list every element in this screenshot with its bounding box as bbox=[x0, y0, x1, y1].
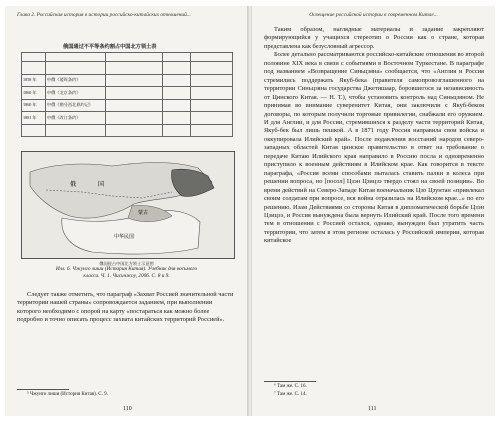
table-cell bbox=[106, 74, 162, 87]
table-cell bbox=[191, 74, 233, 87]
footnote: ⁷ Там же. С. 14. bbox=[274, 392, 307, 397]
table-row bbox=[22, 62, 233, 75]
table-cell: 中俄《北京条约》 bbox=[45, 87, 106, 100]
table-cell bbox=[162, 53, 191, 62]
running-head-left: Глава 2. Российская история в истории российско-китайских отношений... bbox=[17, 12, 191, 18]
table-row bbox=[22, 124, 233, 137]
table-cell bbox=[106, 99, 162, 112]
table-cell: 中俄《瑷珲条约》 bbox=[45, 74, 106, 87]
table-cell bbox=[45, 53, 106, 62]
table-cell: 中俄《改订条约》 bbox=[45, 112, 106, 125]
paragraph: Следует также отметить, что параграф «Захват Россией значительной части территории нашей страны» сопровождается заданием, при выполнении которого необходимо с опорой на карту «постараться как можно более подробно и точно описать процесс захвата китайских территорий Россией». bbox=[17, 291, 234, 324]
left-page bbox=[5, 6, 248, 416]
table-cell: 1860 年 bbox=[22, 99, 46, 112]
map-label-2: 蒙古 bbox=[138, 211, 149, 216]
map-label-1: 国 bbox=[98, 182, 105, 188]
footnote-rule bbox=[17, 389, 69, 390]
table-cell bbox=[162, 112, 191, 125]
table-cell bbox=[191, 124, 233, 137]
ceded-territory-region bbox=[171, 169, 214, 196]
table-cell bbox=[106, 53, 162, 62]
table-cell bbox=[162, 124, 191, 137]
table-title: 俄国通过不平等条约割占中国北方领土表 bbox=[63, 44, 157, 50]
left-body-text bbox=[17, 291, 235, 325]
table-cell bbox=[162, 99, 191, 112]
table-cell bbox=[22, 62, 46, 75]
table-row bbox=[22, 53, 233, 62]
map-caption: 俄国侵占中国北方领土示意图 bbox=[99, 261, 154, 266]
page-number-left: 110 bbox=[123, 406, 132, 412]
map-label-3: 中华民国 bbox=[114, 235, 135, 240]
table-row bbox=[22, 99, 233, 112]
table-cell bbox=[106, 124, 162, 137]
table-cell bbox=[191, 112, 233, 125]
figure-caption bbox=[5, 266, 248, 281]
footnote-rule bbox=[264, 381, 316, 382]
table-cell bbox=[162, 74, 191, 87]
table-cell bbox=[162, 87, 191, 100]
table-cell bbox=[106, 87, 162, 100]
table-row bbox=[22, 112, 233, 125]
right-body-text bbox=[264, 26, 484, 246]
figure-caption-line-2: класса. Ч. 1. Чисичжоу, 2006. С. 8 и 9. bbox=[83, 273, 170, 280]
table-cell bbox=[45, 62, 106, 75]
table-cell bbox=[45, 124, 106, 137]
right-page bbox=[252, 6, 495, 416]
footnote: ⁶ Там же. С. 16. bbox=[274, 384, 307, 389]
table-cell bbox=[191, 53, 233, 62]
table-cell bbox=[191, 99, 233, 112]
table-cell: 1860 年 bbox=[22, 87, 46, 100]
page-number-right: 111 bbox=[368, 406, 377, 412]
table-cell bbox=[191, 62, 233, 75]
table-cell: 中俄《勘分西北界约记》 bbox=[45, 99, 106, 112]
table-row bbox=[22, 74, 233, 87]
table-cell bbox=[106, 62, 162, 75]
treaty-table bbox=[21, 52, 233, 137]
mongolia-region bbox=[128, 205, 172, 221]
running-head-right: Освещение российской истории в современном Китае... bbox=[309, 12, 438, 18]
table-cell bbox=[162, 62, 191, 75]
table-cell: 1858 年 bbox=[22, 74, 46, 87]
territory-map bbox=[21, 151, 235, 259]
table-cell bbox=[22, 124, 46, 137]
map-drawing bbox=[22, 152, 234, 258]
figure-caption-line-1: Илл. 6. Чжунго лиши (История Китая). Учебник для восьмого bbox=[55, 266, 198, 272]
paragraph: Таким образом, наглядные материалы и задание закрепляют формирующийся у учащихся стереотип о России как о стране, которая представлена как безусловный агрессор. bbox=[264, 26, 484, 50]
footnote: ⁵ Чжунго лиши (История Китая). С. 9. bbox=[27, 392, 108, 397]
table-cell: 1881 年 bbox=[22, 112, 46, 125]
map-label-0: 俄 bbox=[70, 182, 77, 188]
table-cell bbox=[106, 112, 162, 125]
table-row bbox=[22, 87, 233, 100]
table-cell bbox=[191, 87, 233, 100]
paragraph: Более детально рассматриваются российско-китайские отношения во второй половине XIX века в связи с событиями в Восточном Туркестане. В параграфе под названием «Возвращение Синьцзяна» сообщается, что «Англия и Россия стремились поддержать Якуб-бека (правителя самопровозглашенного на территории Синьцзяна государства Джетишаар, боровшегося за независимость от Цинского Китая. — Н. Т.), чтобы установить контроль над Синьцзяном. Не принимая во внимание суверенитет Китая, они заключили с Якуб-беком договоры, по которым получили торговые привилегии, снабжали его оружием. И для Англии, и для России, стремившихся к разделу части территорий Китая, Якуб-бек был лишь пешкой. А в 1871 году Россия направила свои войска и оккупировала Илийский край». После подавления восстаний народов северо-западных областей Китая цинское правительство в ответ на требование о передаче Китаю Илийского края направило в Россию посла и одновременно приступило к военным действиям в Илийском крае. Как говорится в тексте параграфа, «Россия всеми способами пыталась ставить палки в колеса при решении вопроса, но [посол] Цзэн Цзицзэ твердо стоял на своей позиции». Во время действий на Северо-Западе Китая военачальник Цзо Цзунтан «привлекал своим солдатам при вопросе, вся война отразилась на Илийском крае...» по его решению. Изам Действиями со стороны Китая в дипломатической борьбе Цзэн Цзицзэ, и Россия вынуждена была вернуть Илийский край. После того времени тем в отношении с Россией остался, однако, вынужден был утратить часть территории, что затем в этом регионе осталась у Российской империи, которая китайское bbox=[264, 51, 484, 245]
table-cell bbox=[22, 53, 46, 62]
